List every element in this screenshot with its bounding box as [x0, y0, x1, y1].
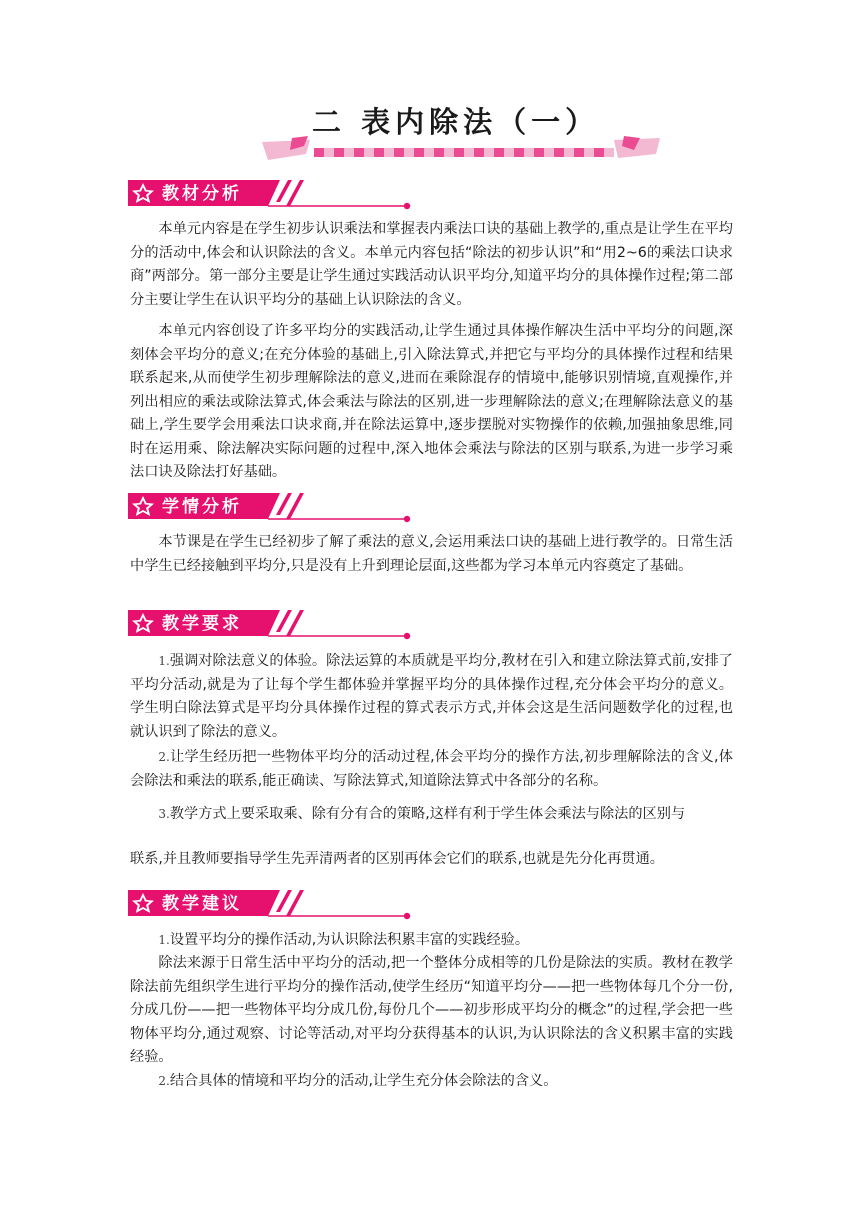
- paragraph: 本节课是在学生已经初步了解了乘法的意义,会运用乘法口诀的基础上进行教学的。日常生活中学生已经接触到平均分,只是没有上升到理论层面,这些都为学习本单元内容奠定了基础。: [130, 534, 733, 574]
- item-number: 2.: [158, 1074, 170, 1088]
- item-number: 2.: [158, 750, 170, 764]
- item-number: 1.: [158, 654, 170, 668]
- item-text: 让学生经历把一些物体平均分的活动过程,体会平均分的操作方法,初步理解除法的含义,体会除法和乘法的联系,能正确读、写除法算式,知道除法算式中各部分的名称。: [130, 749, 733, 789]
- item-text: 设置平均分的操作活动,为认识除法积累丰富的实践经验。: [169, 932, 530, 948]
- item-text: 教学方式上要采取乘、除有分有合的策略,这样有利于学生体会乘法与除法的区别与: [169, 806, 686, 822]
- paragraph: 本单元内容是在学生初步认识乘法和掌握表内乘法口诀的基础上教学的,重点是让学生在平均分的活动中,体会和认识除法的含义。本单元内容包括“除法的初步认识”和“用2~6的乘法口诀求商”两部分。第一部分主要是让学生通过实践活动认识平均分,知道平均分的具体操作过程;第二部分主要让学生在认识平均分的基础上认识除法的含义。: [130, 221, 733, 308]
- section-title: 教材分析: [162, 184, 242, 204]
- item-text: 结合具体的情境和平均分的活动,让学生充分体会除法的含义。: [169, 1073, 558, 1089]
- numbered-item: [130, 929, 733, 953]
- section-title: 教学建议: [162, 894, 242, 914]
- chapter-title: 二 表内除法（一）: [312, 105, 600, 139]
- section-header-teaching-requirements: [128, 610, 413, 646]
- title-ribbon-decoration: [262, 136, 662, 168]
- section-title: 学情分析: [162, 497, 242, 517]
- section-header-teaching-suggestions: [128, 890, 413, 926]
- item-text: 强调对除法意义的体验。除法运算的本质就是平均分,教材在引入和建立除法算式前,安排了平均分活动,就是为了让每个学生都体验并掌握平均分的具体操作过程,充分体会平均分的意义。学生明白除法算式是平均分具体操作过程的算式表示方式,并体会这是生活问题数学化的过程,也就认识到了除法的意义。: [130, 653, 733, 740]
- item-number: 1.: [158, 933, 170, 947]
- section-header-learner-analysis: [128, 493, 413, 529]
- section-title: 教学要求: [162, 614, 242, 634]
- numbered-item: [130, 650, 733, 744]
- section-header-material-analysis: [128, 180, 413, 216]
- paragraph: 除法来源于日常生活中平均分的活动,把一个整体分成相等的几份是除法的实质。教材在教学除法前先组织学生进行平均分的操作活动,使学生经历“知道平均分——把一些物体每几个分一份,分成几份——把一些物体平均分成几份,每份几个——初步形成平均分的概念”的过程,学会把一些物体平均分,通过观察、讨论等活动,对平均分获得基本的认识,为认识除法的含义积累丰富的实践经验。: [130, 955, 733, 1065]
- numbered-item: [130, 746, 733, 793]
- item-number: 3.: [158, 807, 170, 821]
- paragraph: 联系,并且教师要指导学生先弄清两者的区别再体会它们的联系,也就是先分化再贯通。: [130, 851, 664, 867]
- numbered-item: [130, 803, 733, 827]
- paragraph: 本单元内容创设了许多平均分的实践活动,让学生通过具体操作解决生活中平均分的问题,深刻体会平均分的意义;在充分体验的基础上,引入除法算式,并把它与平均分的具体操作过程和结果联系起来,从而使学生初步理解除法的意义,进而在乘除混存的情境中,能够识别情境,直观操作,并列出相应的乘法或除法算式,体会乘法与除法的区别,进一步理解除法的意义;在理解除法意义的基础上,学生要学会用乘法口诀求商,并在除法运算中,逐步摆脱对实物操作的依赖,加强抽象思维,同时在运用乘、除法解决实际问题的过程中,深入地体会乘法与除法的区别与联系,为进一步学习乘法口诀及除法打好基础。: [130, 323, 733, 480]
- numbered-item: [130, 1070, 733, 1094]
